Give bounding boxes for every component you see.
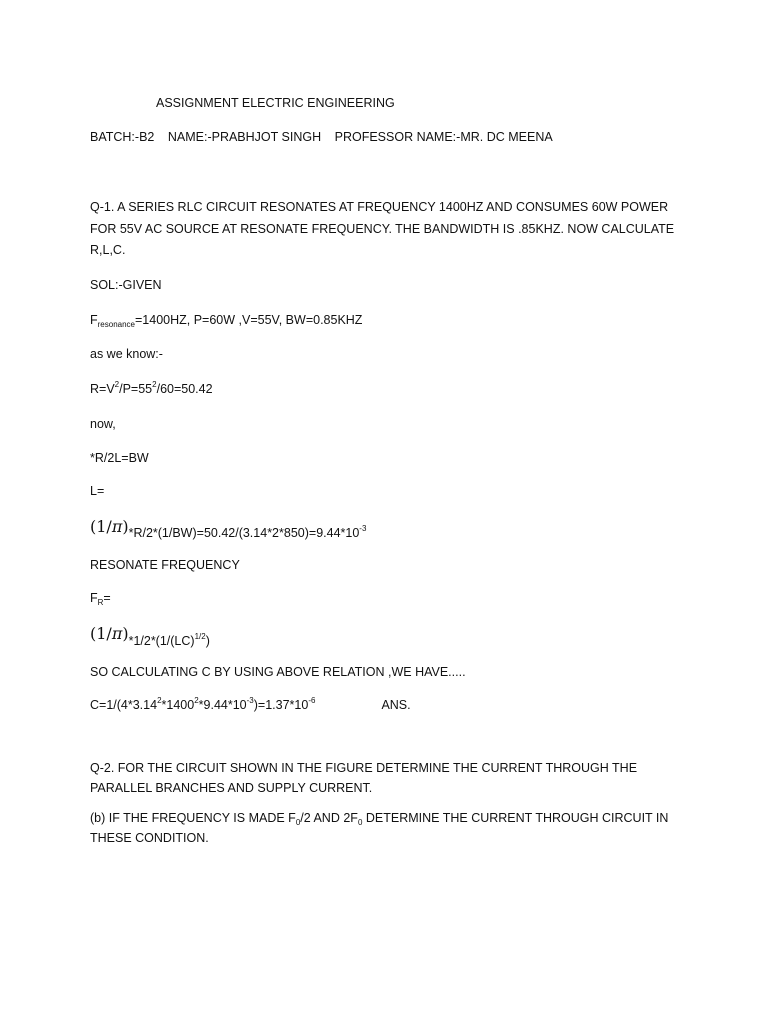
capacitance-equation: $C=1/(4*3.14^2*1400^2*9.44*10^{-3})=1.37*10^{-6}$ ANS.	[90, 696, 411, 712]
student-name-text: NAME:-PRABHJOT SINGH	[167, 130, 322, 144]
student-info-line	[90, 127, 553, 147]
q1-question-line-1: Q-1. A SERIES RLC CIRCUIT RESONATES AT FREQUENCY 1400HZ AND CONSUMES 60W POWER	[90, 200, 669, 214]
one-over-pi-formula: (1/π)	[90, 624, 129, 643]
resonate-frequency-heading: RESONATE FREQUENCY	[90, 558, 240, 572]
inductance-label: L=	[90, 484, 105, 498]
calculating-c-text: SO CALCULATING C BY USING ABOVE RELATION ,WE HAVE.....	[90, 665, 466, 679]
batch-text: BATCH:-B2	[90, 130, 155, 144]
q2-question-line-1: Q-2. FOR THE CIRCUIT SHOWN IN THE FIGURE DETERMINE THE CURRENT THROUGH THE	[90, 761, 638, 775]
resistance-equation: $R=V^2/P=55^2/60=50.42$	[90, 380, 213, 396]
document-title: ASSIGNMENT ELECTRIC ENGINEERING	[156, 96, 395, 110]
resonant-frequency-label: $F_R=$	[90, 591, 111, 607]
as-we-know-text: as we know:-	[90, 347, 163, 361]
one-over-pi-formula: (1/π)	[90, 517, 129, 536]
q1-given-values: $F_{resonance}=1400HZ$, P=60W ,V=55V, BW=0.85KHZ	[90, 313, 363, 329]
professor-name-text: PROFESSOR NAME:-MR. DC MEENA	[334, 130, 553, 144]
resonant-frequency-equation: (1/π)*1/2*(1/(LC)$^{1/2}$)	[90, 624, 210, 648]
bandwidth-relation: *R/2L=BW	[90, 451, 149, 465]
q2-part-b-line-1: (b) IF THE FREQUENCY IS MADE $F_0/2$ AND $2F_0$ DETERMINE THE CURRENT THROUGH CIRCUIT IN	[90, 811, 669, 827]
now-text: now,	[90, 417, 116, 431]
q1-question-line-2: FOR 55V AC SOURCE AT RESONATE FREQUENCY. THE BANDWIDTH IS .85KHZ. NOW CALCULATE	[90, 222, 675, 236]
q1-solution-label: SOL:-GIVEN	[90, 278, 162, 292]
answer-label: ANS.	[381, 698, 411, 712]
q1-question-line-3: R,L,C.	[90, 243, 126, 257]
inductance-equation: $(1/\pi)*R/2*(1/BW)=50.42/(3.14*2*850)=9.44*10^{-3}$	[90, 517, 367, 540]
q2-part-b-line-2: THESE CONDITION.	[90, 831, 209, 845]
q2-question-line-2: PARALLEL BRANCHES AND SUPPLY CURRENT.	[90, 781, 373, 795]
